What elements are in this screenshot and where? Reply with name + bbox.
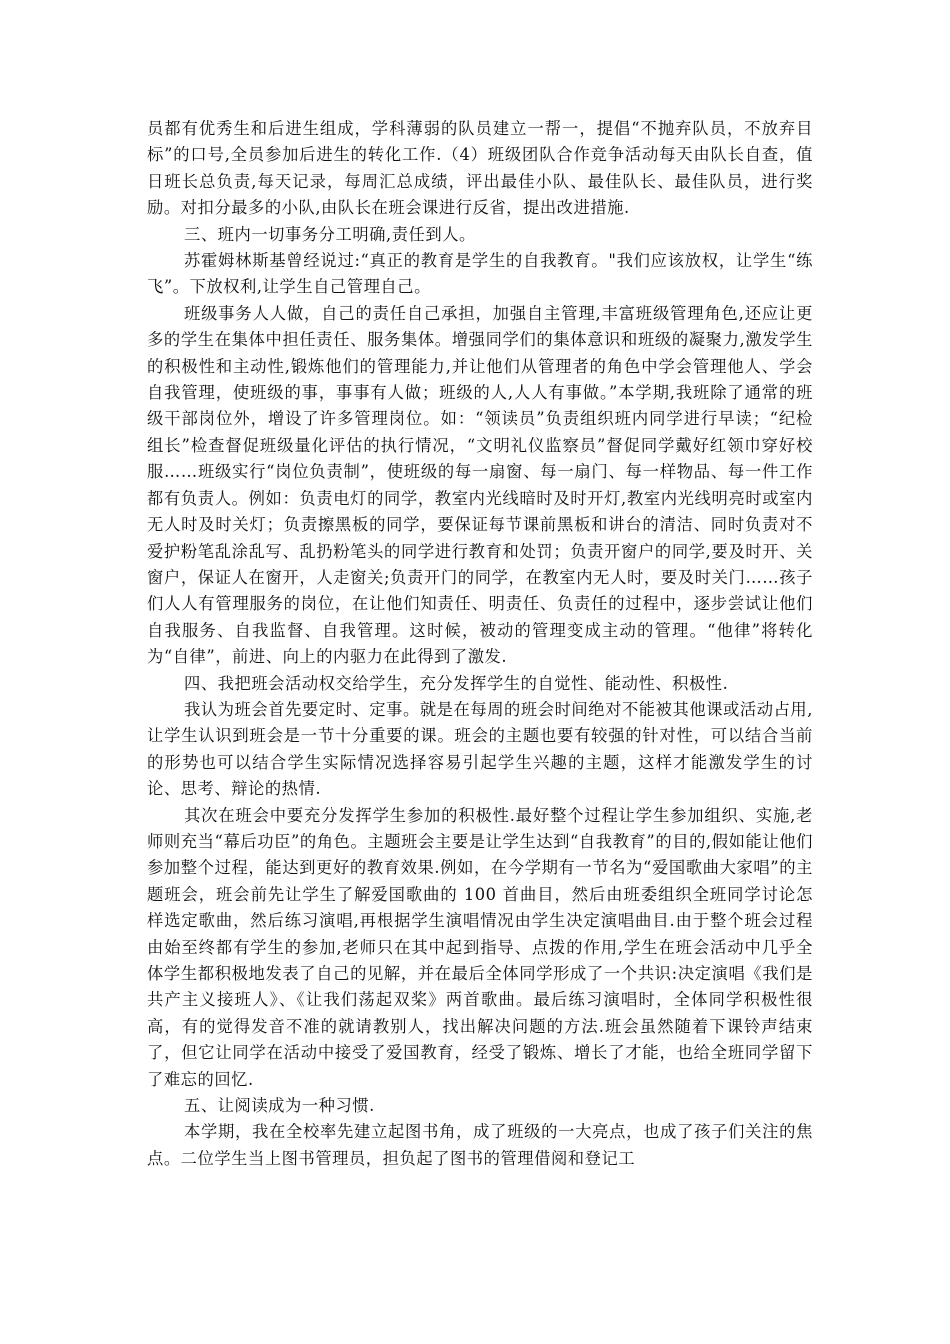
paragraph-class-meeting-participation: 其次在班会中要充分发挥学生参加的积极性.最好整个过程让学生参加组织、实施,老师则充当“幕后功臣”的角色。主题班会主要是让学生达到“自我教育”的目的,假如能让他们参加整个过程，能达到更好的教育效果.例如，在今学期有一节名为“爱国歌曲大家唱”的主题班会，班会前先让学生了解爱国歌曲的 100 首曲目，然后由班委组织全班同学讨论怎样选定歌曲，然后练习演唱,再根据学生演唱情况由学生决定演唱曲目.由于整个班会过程由始至终都有学生的参加,老师只在其中起到指导、点拨的作用,学生在班会活动中几乎全体学生都积极地发表了自己的见解，并在最后全体同学形成了一个共识:决定演唱《我们是共产主义接班人》、《让我们荡起双桨》两首歌曲。最后练习演唱时，全体同学积极性很高，有的觉得发音不准的就请教别人，找出解决问题的方法.班会虽然随着下课铃声结束了，但它让同学在活动中接受了爱国教育，经受了锻炼、增长了才能，也给全班同学留下了难忘的回忆. [147, 805, 813, 1089]
heading-section-five: 五、让阅读成为一种习惯. [184, 1096, 375, 1116]
heading-section-three: 三、班内一切事务分工明确,责任到人。 [184, 224, 476, 244]
heading-section-four: 四、我把班会活动权交给学生，充分发挥学生的自觉性、能动性、积极性. [184, 673, 729, 693]
paragraph-quote-sukhomlinsky: 苏霍姆林斯基曾经说过:“真正的教育是学生的自我教育。"我们应该放权，让学生“练飞”。下放权利,让学生自己管理自己。 [147, 251, 813, 297]
document-page [147, 116, 813, 1172]
paragraph-book-corner: 本学期，我在全校率先建立起图书角，成了班级的一大亮点，也成了孩子们关注的焦点。二位学生当上图书管理员，担负起了图书的管理借阅和登记工 [147, 1122, 813, 1168]
paragraph-class-meeting-timing: 我认为班会首先要定时、定事。就是在每周的班会时间绝对不能被其他课或活动占用,让学生认识到班会是一节十分重要的课。班会的主题也要有较强的针对性，可以结合当前的形势也可以结合学生实际情况选择容易引起学生兴趣的主题，这样才能激发学生的讨论、思考、辩论的热情. [147, 699, 813, 799]
paragraph-class-duties: 班级事务人人做，自己的责任自己承担，加强自主管理,丰富班级管理角色,还应让更多的学生在集体中担任责任、服务集体。增强同学们的集体意识和班级的凝聚力,激发学生的积极性和主动性,锻炼他们的管理能力,并让他们从管理者的角色中学会管理他人、学会自我管理，使班级的事，事事有人做；班级的人,人人有事做。”本学期,我班除了通常的班级干部岗位外，增设了许多管理岗位。如：“领读员”负责组织班内同学进行早读；“纪检组长”检查督促班级量化评估的执行情况，“文明礼仪监察员”督促同学戴好红领巾穿好校服……班级实行“岗位负责制”，使班级的每一扇窗、每一扇门、每一样物品、每一件工作都有负责人。例如：负责电灯的同学，教室内光线暗时及时开灯,教室内光线明亮时或室内无人时及时关灯；负责擦黑板的同学，要保证每节课前黑板和讲台的清洁、同时负责对不爱护粉笔乱涂乱写、乱扔粉笔头的同学进行教育和处罚；负责开窗户的同学,要及时开、关窗户，保证人在窗开，人走窗关;负责开门的同学，在教室内无人时，要及时关门……孩子们人人有管理服务的岗位，在让他们知责任、明责任、负责任的过程中，逐步尝试让他们自我服务、自我监督、自我管理。这时候，被动的管理变成主动的管理。“他律”将转化为“自律”，前进、向上的内驱力在此得到了激发. [147, 303, 813, 667]
paragraph-team-competition: 员都有优秀生和后进生组成，学科薄弱的队员建立一帮一，提倡“不抛弃队员，不放弃目标”的口号,全员参加后进生的转化工作.（4）班级团队合作竞争活动每天由队长自查，值日班长总负责,每天记录，每周汇总成绩，评出最佳小队、最佳队长、最佳队员，进行奖励。对扣分最多的小队,由队长在班会课进行反省，提出改进措施. [147, 119, 813, 218]
